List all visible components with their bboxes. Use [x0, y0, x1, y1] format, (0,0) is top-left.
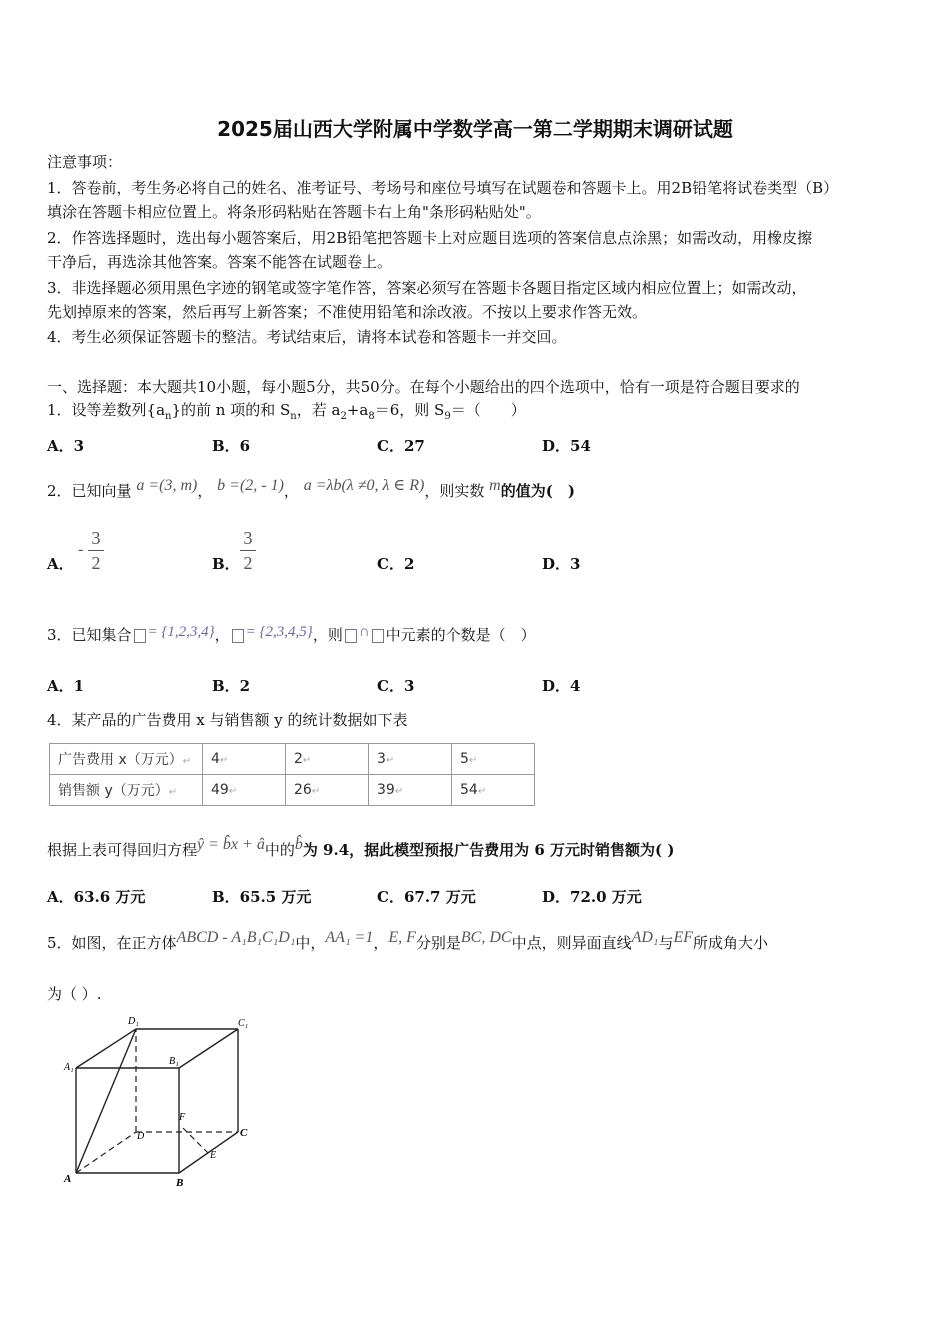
label-b1: B₁	[169, 1056, 179, 1067]
edge-c-b	[179, 1132, 238, 1173]
section-heading: 一、选择题：本大题共10小题，每小题5分，共50分。在每个小题给出的四个选项中，恰有一项是符合题目要求的	[47, 378, 800, 396]
question-1-stem: 1．设等差数列$\{a_n\}$的前 n 项的和 $S_n$，若 $a_2+a_8=6$，则 $S_9=$（ ）	[47, 401, 526, 422]
table-cell: 39↵	[369, 775, 452, 806]
q3-option-c: C．3	[377, 677, 415, 695]
table-cell: 54↵	[452, 775, 535, 806]
table-cell: 5↵	[452, 744, 535, 775]
table-cell: 49↵	[203, 775, 286, 806]
q2-option-c: C．2	[377, 555, 415, 573]
label-f: F	[179, 1112, 186, 1123]
q1-option-b: B．6	[212, 437, 251, 455]
notice-line: 4．考生必须保证答题卡的整洁。考试结束后，请将本试卷和答题卡一并交回。	[47, 328, 567, 346]
label-a: A	[64, 1173, 72, 1185]
notice-line: 干净后，再选涂其他答案。答案不能答在试题卷上。	[47, 253, 393, 271]
q1-option-c: C．27	[377, 437, 425, 455]
question-5-line2: 为（ ）.	[47, 985, 102, 1003]
cube-figure	[50, 1010, 270, 1200]
notice-line: 1．答卷前，考生务必将自己的姓名、准考证号、考场号和座位号填写在试题卷和答题卡上。用2B铅笔将试卷类型（B）	[47, 179, 839, 197]
q4-option-c: C．67.7 万元	[377, 888, 476, 906]
label-d1: D₁	[128, 1016, 139, 1027]
edge-a1-d1	[76, 1029, 136, 1068]
notice-line: 2．作答选择题时，选出每小题答案后，用2B铅笔把答题卡上对应题目选项的答案信息点涂黑；如需改动，用橡皮擦	[47, 229, 813, 247]
q2-option-d: D．3	[542, 555, 581, 573]
q2-option-a-fraction: 3 2	[88, 528, 104, 573]
q4-option-d: D．72.0 万元	[542, 888, 642, 906]
table-cell: 4↵	[203, 744, 286, 775]
label-a1: A₁	[64, 1062, 74, 1073]
label-b: B	[176, 1177, 184, 1189]
q3-option-d: D．4	[542, 677, 581, 695]
data-table	[49, 743, 535, 806]
table-row	[50, 744, 535, 775]
question-4-stem: 4．某产品的广告费用 x 与销售额 y 的统计数据如下表	[47, 711, 408, 729]
notice-heading: 注意事项：	[47, 153, 123, 171]
q2-option-b-label: B．	[212, 555, 240, 573]
notice-line: 填涂在答题卡相应位置上。将条形码粘贴在答题卡右上角"条形码粘贴处"。	[47, 203, 541, 221]
q2-option-a-label: A．	[47, 555, 74, 573]
table-cell: 销售额 y（万元）↵	[50, 775, 203, 806]
page-title: 2025届山西大学附属中学数学高一第二学期期末调研试题	[217, 117, 733, 141]
question-5-stem: 5．如图，在正方体ABCD - A₁B₁C₁D₁中，AA₁ =1，E, F分别是BC, DC中点，则异面直线AD₁与EF所成角大小	[47, 929, 769, 952]
label-c: C	[240, 1127, 248, 1139]
label-e: E	[210, 1150, 217, 1161]
table-cell: 26↵	[286, 775, 369, 806]
notice-line: 先划掉原来的答案，然后再写上新答案；不准使用铅笔和涂改液。不按以上要求作答无效。	[47, 303, 648, 321]
table-row	[50, 775, 535, 806]
question-4-text: 根据上表可得回归方程ŷ = b̂x + â中的b̂为 9.4，据此模型预报广告费用为 6 万元时销售额为( )	[47, 836, 675, 859]
edge-c1-b1	[179, 1029, 238, 1068]
label-d: D	[137, 1131, 145, 1142]
notice-line: 3．非选择题必须用黑色字迹的钢笔或签字笔作答，答案必须写在答题卡各题目指定区域内相应位置上；如需改动，	[47, 279, 807, 297]
q3-option-b: B．2	[212, 677, 251, 695]
segment-ef	[183, 1128, 208, 1153]
question-2-stem: 2．已知向量 a =(3, m)， b =(2, - 1)， a =λb(λ ≠0, λ ∈ R)，则实数 m的值为( )	[47, 477, 575, 500]
table-cell: 广告费用 x（万元）↵	[50, 744, 203, 775]
q2-option-a-sign: -	[78, 541, 84, 558]
table-cell: 2↵	[286, 744, 369, 775]
question-3-stem: 3．已知集合 = {1,2,3,4}， = {2,3,4,5}，则 ∩ 中元素的个数是（ ）	[47, 624, 536, 644]
segment-ad1	[76, 1029, 136, 1173]
label-c1: C₁	[238, 1018, 249, 1029]
q3-option-a: A．1	[47, 677, 85, 695]
q2-option-b-fraction: 3 2	[240, 528, 256, 573]
q1-option-d: D．54	[542, 437, 591, 455]
q1-option-a: A．3	[47, 437, 85, 455]
q4-option-b: B．65.5 万元	[212, 888, 312, 906]
q4-option-a: A．63.6 万元	[47, 888, 146, 906]
table-cell: 3↵	[369, 744, 452, 775]
